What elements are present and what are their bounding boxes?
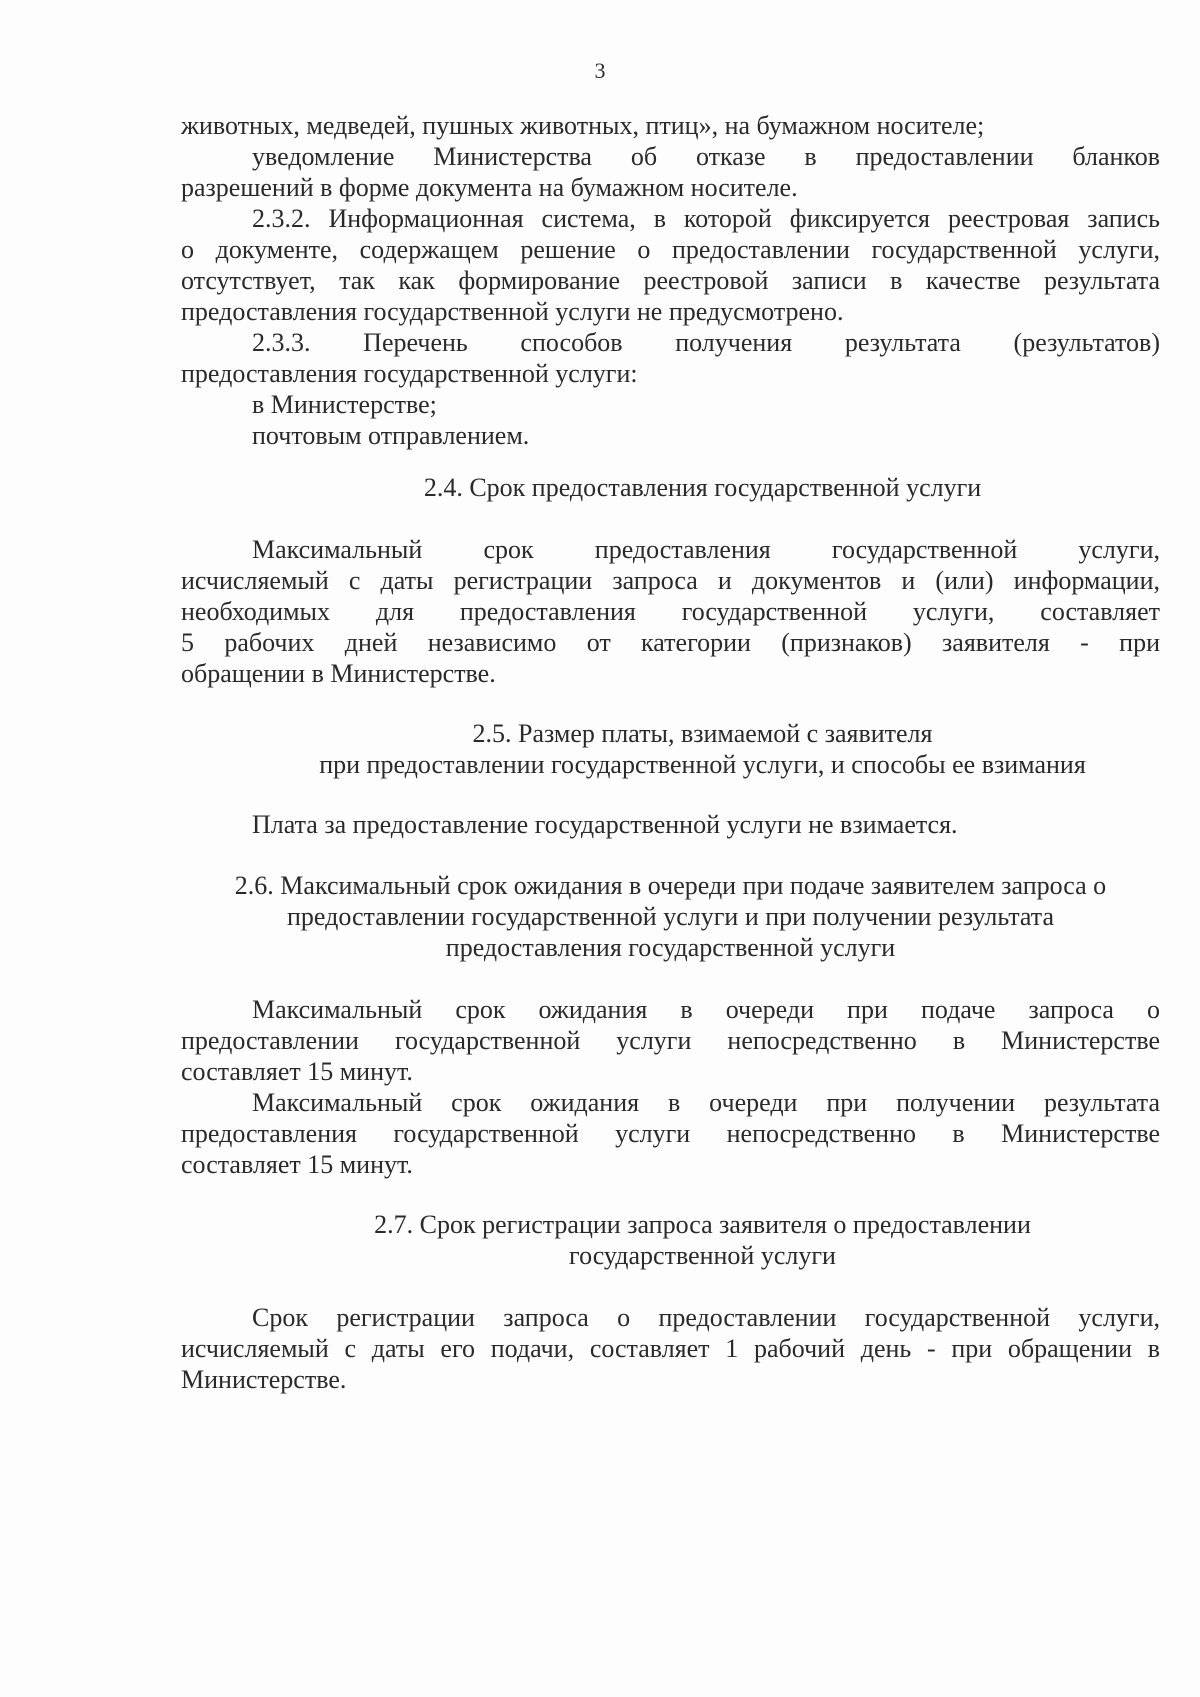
paragraph-queue-result [181,1087,1160,1180]
spacer [181,689,1160,710]
heading-line: при предоставлении государственной услуги, и способы ее взимания [319,750,1086,779]
text-line: Максимальный срок предоставления государственной услуги, [252,535,1160,564]
spacer [181,1180,1160,1201]
section-heading-2-5 [181,718,1160,780]
paragraph-2-3-2 [181,203,1160,327]
paragraph-max-term [181,534,1160,689]
paragraph-queue-submission [181,994,1160,1087]
text-line: необходимых для предоставления государственной услуги, составляет [181,597,1160,626]
text-line: 2.3.2. Информационная система, в которой фиксируется реестровая запись [252,204,1160,233]
text-line: о документе, содержащем решение о предоставлении государственной услуги, [181,235,1160,264]
text-line: 5 рабочих дней независимо от категории (признаков) заявителя - при [181,628,1160,657]
heading-line: предоставлении государственной услуги и при получении результата [286,902,1055,931]
section-heading-2-6 [181,870,1160,963]
heading-line: 2.7. Срок регистрации запроса заявителя о предоставлении [374,1210,1031,1239]
text-line: предоставления государственной услуги не предусмотрено. [181,297,844,326]
text-line: предоставления государственной услуги: [181,359,638,388]
text-line: предоставлении государственной услуги непосредственно в Министерстве [181,1026,1160,1055]
text-line: исчисляемый с даты его подачи, составляет 1 рабочий день - при обращении в [181,1334,1160,1363]
section-heading-2-7 [181,1209,1160,1271]
text-line: разрешений в форме документа на бумажном носителе. [181,173,798,202]
paragraph-continuation [181,110,1160,141]
document-body [181,110,1160,1395]
text-line: обращении в Министерстве. [181,659,496,688]
page-number: 3 [594,58,606,83]
paragraph-2-3-3 [181,327,1160,389]
text-line: животных, медведей, пушных животных, птиц», на бумажном носителе; [181,111,985,140]
heading-line: государственной услуги [569,1241,836,1270]
text-line: Максимальный срок ожидания в очереди при подаче запроса о [252,995,1160,1024]
text-line: 2.3.3. Перечень способов получения результата (результатов) [252,328,1160,357]
text-line: составляет 15 минут. [181,1150,413,1179]
spacer [181,963,1160,984]
text-line: Максимальный срок ожидания в очереди при получении результата [252,1088,1160,1117]
text-line: составляет 15 минут. [181,1057,413,1086]
heading-line: предоставления государственной услуги [445,933,896,962]
text-line: исчисляемый с даты регистрации запроса и документов и (или) информации, [181,566,1160,595]
heading-line: 2.6. Максимальный срок ожидания в очереди при подаче заявителем запроса о [234,871,1107,900]
spacer [181,1271,1160,1292]
text-line: Срок регистрации запроса о предоставлении государственной услуги, [252,1303,1160,1332]
paragraph-notice-refusal [181,141,1160,203]
spacer [181,840,1160,861]
list-item-mail: почтовым отправлением. [252,421,530,450]
spacer [181,451,1160,472]
paragraph-no-fee: Плата за предоставление государственной услуги не взимается. [252,810,958,839]
list-item-ministry: в Министерстве; [252,390,437,419]
paragraph-registration-term [181,1302,1160,1395]
text-line: уведомление Министерства об отказе в предоставлении бланков [252,142,1160,171]
section-heading-2-4: 2.4. Срок предоставления государственной услуги [423,473,982,502]
text-line: предоставления государственной услуги непосредственно в Министерстве [181,1119,1160,1148]
spacer [181,780,1160,801]
heading-line: 2.5. Размер платы, взимаемой с заявителя [472,719,933,748]
text-line: Министерстве. [181,1365,347,1394]
text-line: отсутствует, так как формирование реестровой записи в качестве результата [181,266,1160,295]
spacer [181,503,1160,524]
